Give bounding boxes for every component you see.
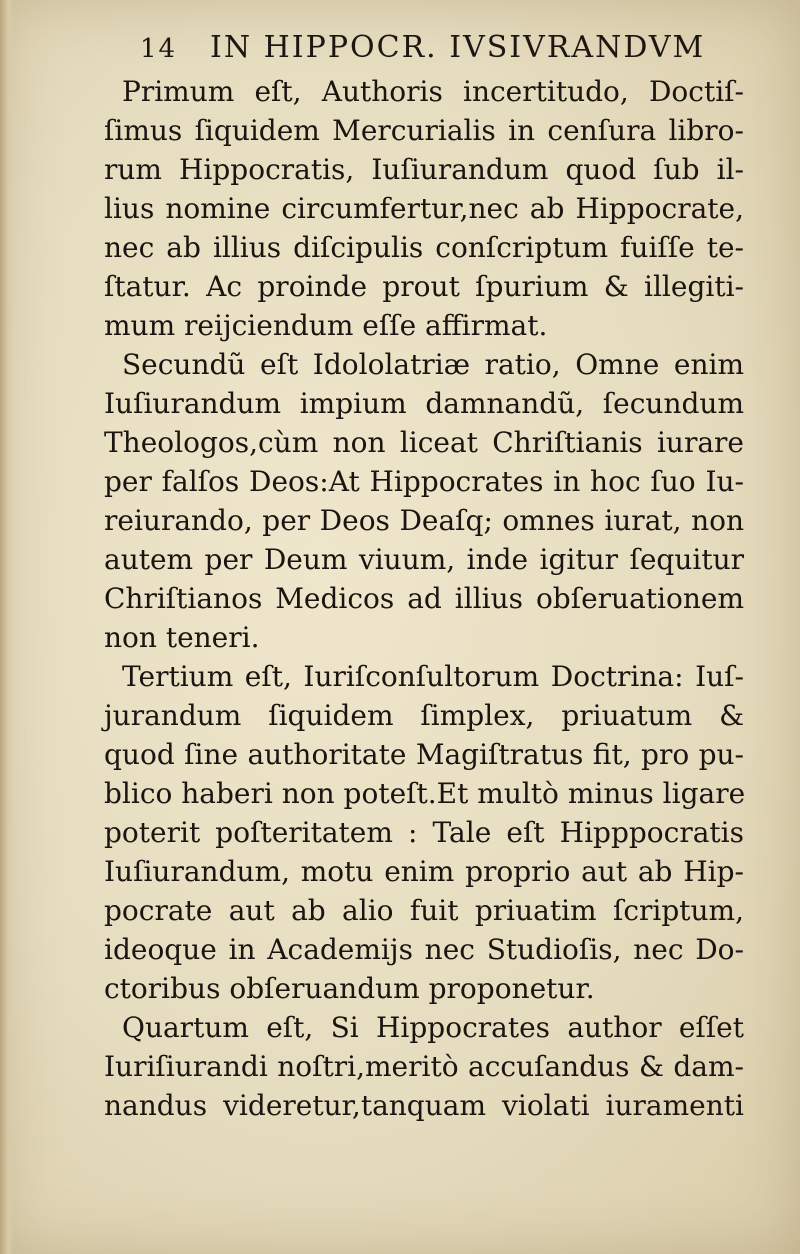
running-title: IN HIPPOCR. IVSIVRANDVM [210, 30, 706, 65]
text-line: Iuſiurandum, motu enim proprio aut ab Hip- [104, 855, 744, 888]
text-line: lius nomine circumfertur,nec ab Hippocrate, [104, 192, 744, 225]
running-header [140, 30, 706, 74]
text-line: mum reijciendum eſſe affirmat. [104, 309, 548, 342]
text-line: Iuſiurandum impium damnandũ, ſecundum [104, 387, 744, 420]
text-line: quod ſine authoritate Magiſtratus fit, pro pu- [104, 738, 744, 771]
text-line: ideoque in Academijs nec Studioſis, nec Do- [104, 933, 744, 966]
text-line: Tertium eſt, Iuriſconſultorum Doctrina: Iuſ- [122, 660, 744, 693]
text-line: jurandum ſiquidem ſimplex, priuatum & [104, 699, 744, 732]
text-line: ctoribus obſeruandum proponetur. [104, 972, 595, 1005]
text-line: Iuriſiurandi noſtri,meritò accuſandus & dam- [104, 1050, 744, 1083]
text-line: Theologos,cùm non liceat Chriſtianis iurare [104, 426, 744, 459]
text-line: Secundũ eſt Idololatriæ ratio, Omne enim [122, 348, 744, 381]
text-line: pocrate aut ab alio fuit priuatim ſcriptum, [104, 894, 744, 927]
text-line: Primum eſt, Authoris incertitudo, Doctiſ- [122, 75, 744, 108]
text-line: reiurando, per Deos Deaſq; omnes iurat, non [104, 504, 744, 537]
text-line: Quartum eſt, Si Hippocrates author eſſet [122, 1011, 744, 1044]
page-number: 14 [140, 34, 178, 64]
text-line: poterit poſteritatem : Tale eſt Hipppocratis [104, 816, 744, 849]
text-line: per falſos Deos:At Hippocrates in hoc ſuo Iu- [104, 465, 744, 498]
text-line: Chriſtianos Medicos ad illius obſeruationem [104, 582, 744, 615]
text-line: nandus videretur,tanquam violati iuramenti [104, 1089, 744, 1122]
text-line: nec ab illius diſcipulis conſcriptum fuiſſe te- [104, 231, 744, 264]
text-line: non teneri. [104, 621, 260, 654]
text-line: blico haberi non poteſt.Et multò minus ligare [104, 777, 746, 810]
text-line: ſtatur. Ac proinde prout ſpurium & illegiti- [104, 270, 744, 303]
text-line: ſimus ſiquidem Mercurialis in cenſura libro- [104, 114, 744, 147]
text-line: rum Hippocratis, Iuſiurandum quod ſub il- [104, 153, 744, 186]
body-text [104, 72, 744, 1125]
page-edge-shadow [0, 0, 14, 1254]
text-line: autem per Deum viuum, inde igitur ſequitur [104, 543, 744, 576]
